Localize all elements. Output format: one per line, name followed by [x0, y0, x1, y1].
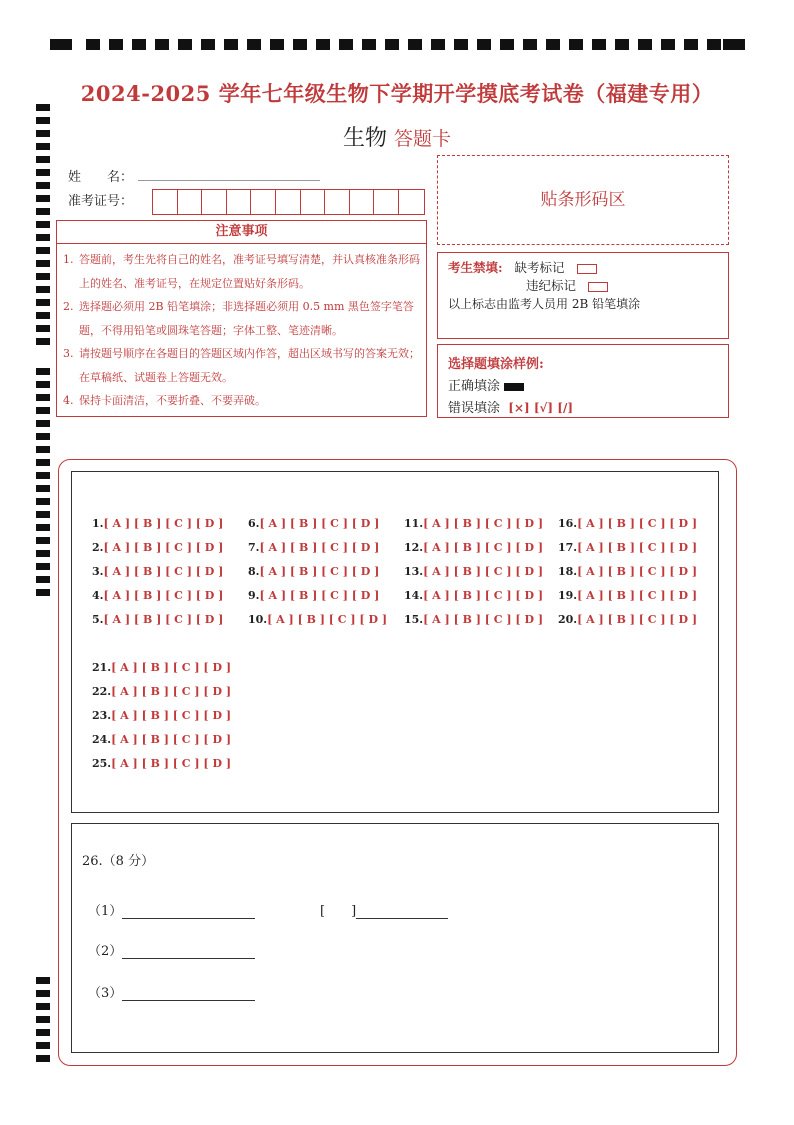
timing-mark — [431, 39, 445, 50]
timing-mark — [36, 977, 50, 984]
mcq-question[interactable] — [558, 541, 697, 554]
timing-mark — [36, 537, 50, 544]
mcq-section — [71, 471, 719, 813]
timing-mark — [86, 39, 100, 50]
timing-mark — [36, 446, 50, 453]
timing-mark — [36, 1055, 50, 1062]
timing-mark — [109, 39, 123, 50]
mcq-question-number: 22. — [92, 685, 112, 698]
timing-mark — [500, 39, 514, 50]
timing-mark — [661, 39, 675, 50]
mcq-question-number: 24. — [92, 733, 112, 746]
mcq-question[interactable] — [92, 517, 223, 530]
timing-mark — [454, 39, 468, 50]
question-26-section — [71, 823, 719, 1053]
mcq-question-number: 1. — [92, 517, 104, 530]
timing-mark — [723, 39, 745, 50]
notice-box — [56, 220, 427, 417]
mcq-question[interactable] — [92, 757, 231, 770]
mcq-question[interactable] — [92, 709, 231, 722]
timing-mark — [36, 312, 50, 319]
card-label: 答题卡 — [394, 128, 452, 150]
q26-answer-line[interactable] — [122, 986, 255, 1001]
notice-text: 请按题号顺序在各题目的答题区域内作答，超出区域书写的答案无效；在草稿纸、试题卷上答题无效。 — [79, 347, 420, 384]
timing-mark — [684, 39, 698, 50]
q26-part3-label: （3） — [88, 986, 123, 1001]
timing-mark — [36, 524, 50, 531]
timing-mark — [546, 39, 560, 50]
timing-mark — [36, 195, 50, 202]
timing-mark — [707, 39, 721, 50]
mcq-question[interactable] — [558, 565, 697, 578]
id-digit-box[interactable] — [325, 190, 350, 214]
timing-mark — [36, 420, 50, 427]
timing-mark — [408, 39, 422, 50]
timing-mark — [36, 260, 50, 267]
timing-mark — [523, 39, 537, 50]
mcq-question-number: 8. — [248, 565, 260, 578]
mcq-question-number: 6. — [248, 517, 260, 530]
notice-text: 答题前，考生先将自己的姓名，准考证号填写清楚，并认真核准条形码上的姓名、准考证号，在规定位置贴好条形码。 — [79, 253, 420, 290]
timing-mark — [36, 338, 50, 345]
mcq-question-number: 10. — [248, 613, 268, 626]
mcq-question-number: 9. — [248, 589, 260, 602]
proctor-title: 考生禁填: — [448, 260, 503, 275]
timing-mark — [638, 39, 652, 50]
mcq-question-number: 13. — [404, 565, 424, 578]
timing-mark — [36, 325, 50, 332]
timing-mark — [36, 368, 50, 375]
subject-name: 生物 — [342, 126, 387, 151]
timing-mark — [224, 39, 238, 50]
timing-mark — [36, 472, 50, 479]
timing-mark — [36, 247, 50, 254]
exam-title: 2024-2025 学年七年级生物下学期开学摸底考试卷（福建专用） — [80, 81, 714, 106]
mcq-question-number: 23. — [92, 709, 112, 722]
mcq-question-number: 2. — [92, 541, 104, 554]
id-digit-box[interactable] — [178, 190, 203, 214]
mcq-options[interactable]: [ A ] [ B ] [ C ] [ D ] — [577, 565, 698, 578]
timing-mark — [36, 156, 50, 163]
q26-answer-line[interactable] — [356, 904, 448, 919]
mcq-question[interactable] — [92, 589, 223, 602]
wrong-label: 错误填涂 — [448, 401, 501, 416]
mcq-question[interactable] — [92, 685, 231, 698]
timing-mark — [36, 286, 50, 293]
notice-item — [63, 248, 420, 295]
mcq-options[interactable]: [ A ] [ B ] [ C ] [ D ] — [259, 541, 380, 554]
timing-mark — [36, 394, 50, 401]
mcq-options[interactable]: [ A ] [ B ] [ C ] [ D ] — [577, 613, 698, 626]
correct-label: 正确填涂 — [448, 379, 501, 394]
timing-mark — [36, 990, 50, 997]
notice-list — [57, 244, 426, 413]
mcq-question-number: 3. — [92, 565, 104, 578]
timing-mark — [36, 550, 50, 557]
timing-mark — [201, 39, 215, 50]
timing-mark — [247, 39, 261, 50]
timing-mark — [592, 39, 606, 50]
mcq-question[interactable] — [558, 517, 697, 530]
mcq-options[interactable]: [ A ] [ B ] [ C ] [ D ] — [259, 589, 380, 602]
absent-label: 缺考标记 — [514, 260, 565, 275]
id-digit-box[interactable] — [227, 190, 252, 214]
mcq-question[interactable] — [248, 565, 379, 578]
timing-mark — [155, 39, 169, 50]
notice-num: 2. — [63, 300, 74, 313]
q26-part2-label: （2） — [88, 944, 123, 959]
timing-mark — [385, 39, 399, 50]
id-digit-box[interactable] — [374, 190, 399, 214]
id-digit-box[interactable] — [276, 190, 301, 214]
timing-mark — [36, 1003, 50, 1010]
mcq-question[interactable] — [92, 565, 223, 578]
timing-mark — [36, 273, 50, 280]
timing-mark — [36, 511, 50, 518]
timing-mark — [36, 299, 50, 306]
mcq-question[interactable] — [248, 517, 379, 530]
timing-marks-top — [50, 39, 745, 51]
timing-mark — [36, 407, 50, 414]
timing-mark — [36, 1042, 50, 1049]
mcq-question[interactable] — [92, 733, 231, 746]
timing-mark — [36, 433, 50, 440]
absent-mark[interactable] — [577, 264, 597, 274]
mcq-options[interactable]: [ A ] [ B ] [ C ] [ D ] — [103, 541, 224, 554]
q26-answer-line[interactable] — [122, 944, 255, 959]
timing-mark — [293, 39, 307, 50]
mcq-question-number: 12. — [404, 541, 424, 554]
timing-mark — [36, 221, 50, 228]
mcq-question[interactable] — [558, 589, 697, 602]
violation-label: 违纪标记 — [526, 278, 577, 293]
mcq-question-number: 17. — [558, 541, 578, 554]
id-digit-box[interactable] — [202, 190, 227, 214]
timing-mark — [316, 39, 330, 50]
id-digit-box[interactable] — [350, 190, 375, 214]
sample-box — [437, 344, 729, 418]
mcq-question[interactable] — [404, 589, 543, 602]
timing-mark — [36, 208, 50, 215]
q26-answer-line[interactable] — [122, 904, 255, 919]
mcq-options[interactable]: [ A ] [ B ] [ C ] [ D ] — [111, 685, 232, 698]
mcq-question-number: 19. — [558, 589, 578, 602]
id-digit-box[interactable] — [251, 190, 276, 214]
mcq-options[interactable]: [ A ] [ B ] [ C ] [ D ] — [259, 517, 380, 530]
mcq-question-number: 5. — [92, 613, 104, 626]
timing-mark — [36, 1029, 50, 1036]
mcq-question-number: 25. — [92, 757, 112, 770]
notice-text: 保持卡面清洁，不要折叠、不要弄破。 — [79, 394, 266, 407]
mcq-options[interactable]: [ A ] [ B ] [ C ] [ D ] — [111, 709, 232, 722]
mcq-question[interactable] — [92, 661, 231, 674]
wrong-marks: [×] [√] [/] — [508, 401, 574, 415]
mcq-options[interactable]: [ A ] [ B ] [ C ] [ D ] — [103, 565, 224, 578]
notice-num: 4. — [63, 394, 74, 407]
mcq-question-number: 18. — [558, 565, 578, 578]
mcq-question[interactable] — [404, 517, 543, 530]
mcq-question[interactable] — [404, 613, 543, 626]
timing-mark — [339, 39, 353, 50]
mcq-options[interactable]: [ A ] [ B ] [ C ] [ D ] — [111, 733, 232, 746]
mcq-question[interactable] — [92, 613, 223, 626]
mcq-options[interactable]: [ A ] [ B ] [ C ] [ D ] — [423, 565, 544, 578]
mcq-options[interactable]: [ A ] [ B ] [ C ] [ D ] — [423, 613, 544, 626]
mcq-options[interactable]: [ A ] [ B ] [ C ] [ D ] — [259, 565, 380, 578]
notice-item — [63, 295, 420, 342]
mcq-question-number: 7. — [248, 541, 260, 554]
notice-text: 选择题必须用 2B 铅笔填涂；非选择题必须用 0.5 mm 黑色签字笔答题，不得用铅笔或圆珠笔答题；字体工整、笔迹清晰。 — [79, 300, 414, 337]
id-label: 准考证号： — [68, 194, 134, 209]
timing-mark — [477, 39, 491, 50]
mcq-options[interactable]: [ A ] [ B ] [ C ] [ D ] — [423, 589, 544, 602]
timing-mark — [36, 381, 50, 388]
timing-mark — [569, 39, 583, 50]
timing-mark — [36, 563, 50, 570]
mcq-question[interactable] — [248, 613, 387, 626]
mcq-options[interactable]: [ A ] [ B ] [ C ] [ D ] — [423, 517, 544, 530]
mcq-question[interactable] — [248, 541, 379, 554]
mcq-options[interactable]: [ A ] [ B ] [ C ] [ D ] — [103, 517, 224, 530]
timing-mark — [50, 39, 72, 50]
mcq-options[interactable]: [ A ] [ B ] [ C ] [ D ] — [577, 517, 698, 530]
mcq-options[interactable]: [ A ] [ B ] [ C ] [ D ] — [267, 613, 388, 626]
mcq-options[interactable]: [ A ] [ B ] [ C ] [ D ] — [577, 589, 698, 602]
mcq-options[interactable]: [ A ] [ B ] [ C ] [ D ] — [111, 757, 232, 770]
mcq-question[interactable] — [404, 565, 543, 578]
notice-item — [63, 342, 420, 389]
mcq-question[interactable] — [92, 541, 223, 554]
mcq-question-number: 11. — [404, 517, 424, 530]
mcq-options[interactable]: [ A ] [ B ] [ C ] [ D ] — [111, 661, 232, 674]
notice-item — [63, 389, 420, 413]
name-field[interactable] — [138, 180, 320, 181]
timing-mark — [36, 459, 50, 466]
timing-mark — [36, 485, 50, 492]
q26-part1 — [88, 900, 255, 919]
mcq-question-number: 4. — [92, 589, 104, 602]
mcq-options[interactable]: [ A ] [ B ] [ C ] [ D ] — [577, 541, 698, 554]
timing-mark — [36, 169, 50, 176]
mcq-question-number: 14. — [404, 589, 424, 602]
q26-heading: 26.（8 分） — [82, 854, 155, 869]
mcq-options[interactable]: [ A ] [ B ] [ C ] [ D ] — [423, 541, 544, 554]
id-number-boxes[interactable] — [152, 189, 425, 215]
timing-mark — [132, 39, 146, 50]
mcq-question[interactable] — [248, 589, 379, 602]
q26-part1-label: （1） — [88, 904, 123, 919]
barcode-area: 贴条形码区 — [437, 155, 729, 245]
id-digit-box[interactable] — [399, 190, 424, 214]
timing-mark — [36, 234, 50, 241]
mcq-question-number: 21. — [92, 661, 112, 674]
violation-mark[interactable] — [588, 282, 608, 292]
timing-mark — [615, 39, 629, 50]
timing-mark — [270, 39, 284, 50]
mcq-options[interactable]: [ A ] [ B ] [ C ] [ D ] — [103, 613, 224, 626]
timing-mark — [36, 498, 50, 505]
proctor-note: 以上标志由监考人员用 2B 铅笔填涂 — [448, 297, 641, 311]
mcq-question[interactable] — [404, 541, 543, 554]
mcq-question[interactable] — [558, 613, 697, 626]
mcq-question-number: 16. — [558, 517, 578, 530]
q26-part3 — [88, 982, 255, 1001]
proctor-box — [437, 252, 729, 339]
q26-bracket-part — [320, 900, 448, 919]
id-digit-box[interactable] — [301, 190, 326, 214]
timing-mark — [36, 576, 50, 583]
name-label: 姓 名： — [68, 170, 134, 185]
notice-heading: 注意事项 — [57, 221, 426, 244]
subject-title — [0, 121, 794, 152]
timing-mark — [36, 589, 50, 596]
timing-mark — [362, 39, 376, 50]
mcq-question-number: 15. — [404, 613, 424, 626]
notice-num: 3. — [63, 347, 74, 360]
id-digit-box[interactable] — [153, 190, 178, 214]
sample-title: 选择题填涂样例: — [448, 357, 544, 372]
mcq-question-number: 20. — [558, 613, 578, 626]
timing-mark — [36, 1016, 50, 1023]
q26-part2 — [88, 940, 255, 959]
timing-mark — [178, 39, 192, 50]
notice-num: 1. — [63, 253, 74, 266]
q26-bracket: [ ] — [320, 904, 357, 919]
timing-mark — [36, 182, 50, 189]
correct-fill-icon — [504, 383, 524, 391]
mcq-options[interactable]: [ A ] [ B ] [ C ] [ D ] — [103, 589, 224, 602]
